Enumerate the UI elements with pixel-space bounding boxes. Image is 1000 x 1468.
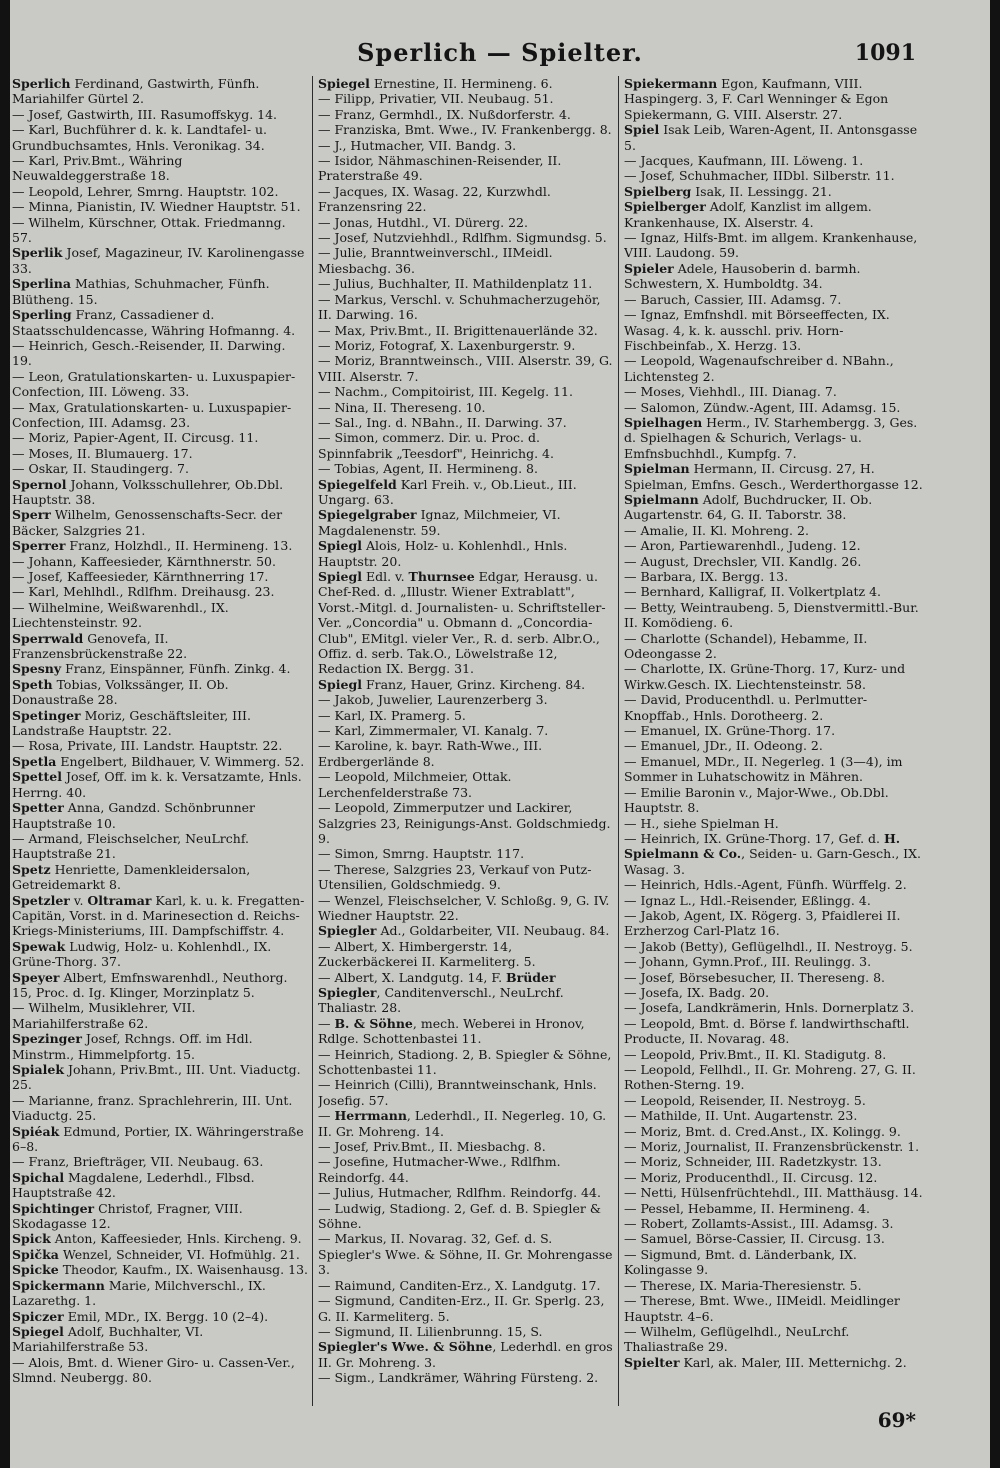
directory-entry: Speth Tobias, Volkssänger, II. Ob. Donaustraße 28.	[12, 676, 229, 708]
directory-entry: — August, Drechsler, VII. Kandlg. 26.	[624, 553, 862, 569]
directory-entry: — Sigm., Landkrämer, Währing Fürsteng. 2.	[318, 1370, 599, 1386]
directory-entry: — Amalie, II. Kl. Mohreng. 2.	[624, 522, 809, 538]
directory-entry: — Ignaz, Hilfs-Bmt. im allgem. Krankenhause, VIII. Laudong. 59.	[624, 230, 918, 261]
directory-entry: Sperlina Mathias, Schuhmacher, Fünfh. Blütheng. 15.	[12, 276, 270, 307]
directory-entry: — Charlotte, IX. Grüne-Thorg. 17, Kurz- und Wirkw.Gesch. IX. Liechtensteinstr. 58.	[624, 661, 906, 692]
directory-entry: — Albert, X. Landgutg. 14, F. Brüder Spiegler, Canditenverschl., NeuLrchf. Thaliastr. 28.	[318, 969, 564, 1016]
directory-entry: — Josef, Gastwirth, III. Rasumoffskyg. 14.	[12, 106, 278, 122]
directory-entry: — Josefa, Landkrämerin, Hnls. Dornerplatz 3.	[624, 1000, 915, 1016]
directory-entry: Spetla Engelbert, Bildhauer, V. Wimmerg. 52.	[12, 753, 305, 769]
directory-entry: — Heinrich, Gesch.-Reisender, II. Darwing. 19.	[12, 337, 286, 369]
directory-entry: Spernol Johann, Volksschullehrer, Ob.Dbl. Hauptstr. 38.	[12, 476, 284, 507]
directory-entry: Sperr Wilhelm, Genossenschafts-Secr. der Bäcker, Salzgries 21.	[12, 507, 283, 538]
directory-entry: — Karl, IX. Pramerg. 5.	[318, 707, 466, 723]
directory-entry: — Salomon, Zündw.-Agent, III. Adamsg. 15.	[624, 399, 901, 415]
signature-mark: 69*	[877, 1408, 916, 1432]
directory-entry: — Pessel, Hebamme, II. Hermineng. 4.	[624, 1200, 871, 1216]
directory-entry: — Robert, Zollamts-Assist., III. Adamsg. 3.	[624, 1216, 894, 1232]
directory-entry: — Josef, Nutzviehhdl., Rdlfhm. Sigmundsg. 5.	[318, 230, 607, 246]
directory-entry: — Tobias, Agent, II. Hermineng. 8.	[318, 461, 538, 477]
directory-entry: — Max, Priv.Bmt., II. Brigittenauerlände 32.	[318, 322, 598, 338]
directory-entry: — Simon, Smrng. Hauptstr. 117.	[318, 846, 525, 862]
directory-entry: — Wenzel, Fleischselcher, V. Schloßg. 9, G. IV. Wiedner Hauptstr. 22.	[318, 892, 610, 923]
directory-entry: — Emilie Baronin v., Major-Wwe., Ob.Dbl. Hauptstr. 8.	[624, 784, 889, 816]
directory-entry: Spetter Anna, Gandzd. Schönbrunner Hauptstraße 10.	[12, 800, 256, 831]
directory-entry: — Rosa, Private, III. Landstr. Hauptstr. 22.	[12, 738, 283, 754]
directory-entry: Spiczer Emil, MDr., IX. Bergg. 10 (2–4).	[12, 1308, 269, 1324]
column-left	[12, 76, 308, 1406]
directory-entry: — Karoline, k. bayr. Rath-Wwe., III. Erdbergerlände 8.	[318, 738, 543, 769]
directory-entry: — Therese, Salzgries 23, Verkauf von Putz-Utensilien, Goldschmiedg. 9.	[318, 861, 592, 893]
running-head: Sperlich — Spielter.	[357, 38, 643, 67]
directory-entry: — Max, Gratulationskarten- u. Luxuspapier-Confection, III. Adamsg. 23.	[12, 399, 292, 430]
directory-entry: — Franziska, Bmt. Wwe., IV. Frankenbergg. 8.	[318, 122, 612, 138]
directory-entry: — Josef, Schuhmacher, IIDbl. Silberstr. 11.	[624, 168, 895, 184]
directory-entry: — Jakob, Agent, IX. Rögerg. 3, Pfaidlerei II. Erzherzog Carl-Platz 16.	[624, 907, 901, 939]
directory-entry: Spiegelfeld Karl Freih. v., Ob.Lieut., III. Ungarg. 63.	[318, 476, 577, 507]
directory-entry: — Armand, Fleischselcher, NeuLrchf. Hauptstraße 21.	[12, 830, 249, 862]
directory-entry: — B. & Söhne, mech. Weberei in Hronov, Rdlge. Schottenbastei 11.	[318, 1015, 585, 1047]
directory-entry: — Emanuel, MDr., II. Negerleg. 1 (3—4), im Sommer in Luhatschowitz in Mähren.	[624, 753, 903, 785]
directory-entry: — Moriz, Producenthdl., II. Circusg. 12.	[624, 1169, 878, 1185]
directory-entry: — Julius, Hutmacher, Rdlfhm. Reindorfg. 44.	[318, 1185, 601, 1201]
directory-entry: — Aron, Partiewarenhdl., Judeng. 12.	[624, 538, 861, 554]
directory-entry: — Samuel, Börse-Cassier, II. Circusg. 13.	[624, 1231, 885, 1247]
directory-entry: Spielberg Isak, II. Lessingg. 21.	[624, 183, 832, 199]
directory-entry: — Johann, Gymn.Prof., III. Reulingg. 3.	[624, 954, 872, 970]
directory-entry: — Sal., Ing. d. NBahn., II. Darwing. 37.	[318, 414, 567, 430]
directory-entry: — Sigmund, Bmt. d. Länderbank, IX. Kolingasse 9.	[624, 1246, 857, 1278]
directory-entry: — Heinrich, Hdls.-Agent, Fünfh. Würffelg. 2.	[624, 877, 907, 893]
directory-entry: — Josef, Börsebesucher, II. Thereseng. 8.	[624, 969, 886, 985]
directory-entry: — Markus, II. Novarag. 32, Gef. d. S. Spiegler's Wwe. & Söhne, II. Gr. Mohrengasse 3.	[318, 1231, 613, 1278]
directory-entry: — Heinrich, IX. Grüne-Thorg. 17, Gef. d. H. Spielmann & Co., Seiden- u. Garn-Gesch., IX. Wasag. 3.	[624, 830, 921, 877]
directory-entry: — Barbara, IX. Bergg. 13.	[624, 569, 789, 584]
directory-entry: Sperlich Ferdinand, Gastwirth, Fünfh. Mariahilfer Gürtel 2.	[12, 76, 260, 107]
directory-entry: — Nachm., Compitoirist, III. Kegelg. 11.	[318, 384, 573, 400]
page-number: 1091	[854, 40, 916, 66]
directory-entry: Spieler Adele, Hausoberin d. barmh. Schwestern, X. Humboldtg. 34.	[624, 260, 861, 292]
directory-entry: — David, Producenthdl. u. Perlmutter-Knopffab., Hnls. Dorotheerg. 2.	[624, 692, 868, 723]
directory-entry: — Marianne, franz. Sprachlehrerin, III. Unt. Viaductg. 25.	[12, 1092, 293, 1124]
directory-entry: Sperlik Josef, Magazineur, IV. Karolinengasse 33.	[12, 245, 305, 276]
directory-entry: Spielberger Adolf, Kanzlist im allgem. Krankenhause, IX. Alserstr. 4.	[624, 199, 872, 230]
directory-entry: — Franz, Briefträger, VII. Neubaug. 63.	[12, 1154, 264, 1170]
directory-entry: Spichtinger Christof, Fragner, VIII. Skodagasse 12.	[12, 1200, 243, 1232]
directory-entry: Spielter Karl, ak. Maler, III. Metternichg. 2.	[624, 1354, 907, 1370]
directory-entry: — Leopold, Lehrer, Smrng. Hauptstr. 102.	[12, 183, 279, 199]
directory-entry: — Wilhelm, Kürschner, Ottak. Friedmanng. 57.	[12, 214, 286, 246]
directory-entry: — Markus, Verschl. v. Schuhmacherzugehör, II. Darwing. 16.	[318, 291, 601, 323]
directory-entry: — Leopold, Milchmeier, Ottak. Lerchenfelderstraße 73.	[318, 769, 512, 800]
directory-entry: Spiegel Ernestine, II. Hermineng. 6.	[318, 76, 553, 91]
directory-entry: — Wilhelmine, Weißwarenhdl., IX. Liechtensteinstr. 92.	[12, 599, 229, 631]
directory-entry: — Josefine, Hutmacher-Wwe., Rdlfhm. Reindorfg. 44.	[318, 1154, 561, 1185]
directory-entry: — Karl, Buchführer d. k. k. Landtafel- u. Grundbuchsamtes, Hnls. Veronikag. 34.	[12, 122, 268, 153]
directory-entry: — Mathilde, II. Unt. Augartenstr. 23.	[624, 1108, 858, 1124]
directory-entry: — Betty, Weintraubeng. 5, Dienstvermittl.-Bur. II. Komödieng. 6.	[624, 599, 919, 631]
directory-entry: Spetinger Moriz, Geschäftsleiter, III. Landstraße Hauptstr. 22.	[12, 707, 251, 739]
directory-entry: — Jacques, Kaufmann, III. Löweng. 1.	[624, 153, 864, 169]
directory-entry: Sperrwald Genovefa, II. Franzensbrückenstraße 22.	[12, 630, 188, 662]
directory-entry: — Jacques, IX. Wasag. 22, Kurzwhdl. Franzensring 22.	[318, 183, 551, 215]
directory-entry: — Sigmund, II. Lilienbrunng. 15, S. Spiegler's Wwe. & Söhne, Lederhdl. en gros II. Gr. Mohreng. 3.	[318, 1323, 613, 1370]
directory-entry: Sperrer Franz, Holzhdl., II. Hermineng. 13.	[12, 538, 293, 554]
directory-entry: Spick Anton, Kaffeesieder, Hnls. Kircheng. 9.	[12, 1231, 302, 1247]
directory-entry: Spiegl Edl. v. Thurnsee Edgar, Herausg. u. Chef-Red. d. „Illustr. Wiener Extrablatt", Vorst.-Mitgl. d. Journalisten- u. Schriftsteller-Ver. „Concordia" u. Obmann d. „Concordia-Club", EMitgl. vieler Ver., R. d. serb. Albr.O., Offiz. d. serb. Tak.O., Löwelstraße 12, Redaction IX. Bergg. 31.	[318, 569, 606, 677]
directory-entry: — Moses, II. Blumauerg. 17.	[12, 445, 193, 461]
directory-entry: — Julie, Branntweinverschl., IIMeidl. Miesbachg. 36.	[318, 245, 553, 276]
directory-entry: — Leopold, Zimmerputzer und Lackirer, Salzgries 23, Reinigungs-Anst. Goldschmiedg. 9.	[318, 800, 611, 846]
directory-entry: Spialek Johann, Priv.Bmt., III. Unt. Viaductg. 25.	[12, 1062, 301, 1093]
directory-entry: — Simon, commerz. Dir. u. Proc. d. Spinnfabrik „Teesdorf", Heinrichg. 4.	[318, 430, 554, 461]
directory-entry: Spiegel Adolf, Buchhalter, VI. Mariahilferstraße 53.	[12, 1323, 204, 1355]
directory-entry: — Ignaz L., Hdl.-Reisender, Eßlingg. 4.	[624, 892, 871, 908]
directory-entry: — Isidor, Nähmaschinen-Reisender, II. Praterstraße 49.	[318, 153, 562, 184]
directory-entry: — Heinrich (Cilli), Branntweinschank, Hnls. Josefig. 57.	[318, 1077, 597, 1108]
directory-entry: Spickermann Marie, Milchverschl., IX. Lazarethg. 1.	[12, 1277, 266, 1309]
directory-entry: Spetz Henriette, Damenkleidersalon, Getreidemarkt 8.	[12, 861, 251, 893]
directory-entry: — Nina, II. Thereseng. 10.	[318, 399, 486, 415]
directory-entry: — Minna, Pianistin, IV. Wiedner Hauptstr. 51.	[12, 199, 301, 215]
directory-entry: — Albert, X. Himbergerstr. 14, Zuckerbäckerei II. Karmeliterg. 5.	[318, 938, 536, 970]
directory-entry: — Josefa, IX. Badg. 20.	[624, 984, 770, 1000]
directory-entry: — Raimund, Canditen-Erz., X. Landgutg. 17.	[318, 1277, 601, 1293]
directory-entry: Spesny Franz, Einspänner, Fünfh. Zinkg. 4.	[12, 661, 291, 677]
directory-entry: — Sigmund, Canditen-Erz., II. Gr. Sperlg. 23, G. II. Karmeliterg. 5.	[318, 1293, 605, 1324]
directory-entry: — Emanuel, IX. Grüne-Thorg. 17.	[624, 723, 836, 739]
directory-entry: — Baruch, Cassier, III. Adamsg. 7.	[624, 291, 842, 307]
page-header	[0, 38, 1000, 70]
directory-entry: Spezinger Josef, Rchngs. Off. im Hdl. Minstrm., Himmelpfortg. 15.	[12, 1031, 253, 1062]
directory-entry: — Karl, Mehlhdl., Rdlfhm. Dreihausg. 23.	[12, 584, 275, 600]
directory-entry: Spetzler v. Oltramar Karl, k. u. k. Fregatten-Capitän, Vorst. in d. Marinesection d. Reichs-Kriegs-Ministeriums, III. Dampfschiffstr. 4.	[12, 892, 305, 939]
directory-entry: — Emanuel, JDr., II. Odeong. 2.	[624, 738, 823, 754]
directory-entry: — Moses, Viehhdl., III. Dianag. 7.	[624, 384, 837, 400]
directory-entry: Sperling Franz, Cassadiener d. Staatsschuldencasse, Währing Hofmanng. 4.	[12, 307, 296, 338]
directory-entry: Speyer Albert, Emfnswarenhdl., Neuthorg. 15, Proc. d. Ig. Klinger, Morzinplatz 5.	[12, 969, 288, 1000]
directory-entry: — Therese, Bmt. Wwe., IIMeidl. Meidlinger Hauptstr. 4–6.	[624, 1293, 900, 1324]
directory-entry: — Leopold, Fellhdl., II. Gr. Mohreng. 27, G. II. Rothen-Sterng. 19.	[624, 1062, 916, 1093]
directory-entry: — Moriz, Journalist, II. Franzensbrückenstr. 1.	[624, 1139, 920, 1155]
column-middle	[318, 76, 614, 1406]
directory-entry: — Karl, Zimmermaler, VI. Kanalg. 7.	[318, 723, 549, 739]
directory-entry: Spiekermann Egon, Kaufmann, VIII. Haspingerg. 3, F. Carl Wenninger & Egon Spiekermann, G. VIII. Alserstr. 27.	[624, 76, 889, 122]
column-rule-1	[312, 76, 313, 1406]
directory-entry: Spettel Josef, Off. im k. k. Versatzamte, Hnls. Herrng. 40.	[12, 769, 302, 800]
directory-entry: Spielmann Adolf, Buchdrucker, II. Ob. Augartenstr. 64, G. II. Taborstr. 38.	[624, 491, 873, 523]
directory-entry: — Moriz, Papier-Agent, II. Circusg. 11.	[12, 430, 259, 446]
directory-entry: Spiéak Edmund, Portier, IX. Währingerstraße 6–8.	[12, 1123, 304, 1155]
directory-entry: — Franz, Germhdl., IX. Nußdorferstr. 4.	[318, 106, 571, 122]
directory-entry: — Jakob (Betty), Geflügelhdl., II. Nestroyg. 5.	[624, 938, 913, 954]
directory-entry: — Wilhelm, Musiklehrer, VII. Mariahilferstraße 62.	[12, 1000, 196, 1031]
directory-entry: — Ignaz, Emfnshdl. mit Börseeffecten, IX. Wasag. 4, k. k. ausschl. priv. Horn-Fischbeinfab., X. Herzg. 13.	[624, 307, 890, 353]
directory-entry: — Therese, IX. Maria-Theresienstr. 5.	[624, 1277, 862, 1293]
directory-entry: — Moriz, Bmt. d. Cred.Anst., IX. Kolingg. 9.	[624, 1123, 901, 1139]
directory-entry: Spielhagen Herm., IV. Starhembergg. 3, Ges. d. Spielhagen & Schurich, Verlags- u. Emfnsbuchhdl., Kumpfg. 7.	[624, 414, 918, 461]
directory-entry: — Johann, Kaffeesieder, Kärnthnerstr. 50.	[12, 553, 276, 569]
directory-entry: — Charlotte (Schandel), Hebamme, II. Odeongasse 2.	[624, 630, 868, 662]
directory-entry: — Wilhelm, Geflügelhdl., NeuLrchf. Thaliastraße 29.	[624, 1323, 850, 1355]
directory-entry: — Leopold, Wagenaufschreiber d. NBahn., Lichtensteg 2.	[624, 353, 894, 384]
directory-entry: — Filipp, Privatier, VII. Neubaug. 51.	[318, 91, 554, 107]
directory-entry: — Leopold, Bmt. d. Börse f. landwirthschaftl. Producte, II. Novarag. 48.	[624, 1015, 910, 1047]
directory-entry: Spichal Magdalene, Lederhdl., Flbsd. Hauptstraße 42.	[12, 1169, 255, 1201]
directory-entry: — Leopold, Priv.Bmt., II. Kl. Stadigutg. 8.	[624, 1046, 887, 1062]
directory-entry: — H., siehe Spielman H.	[624, 815, 779, 831]
directory-entry: Spička Wenzel, Schneider, VI. Hofmühlg. 21.	[12, 1246, 300, 1262]
directory-entry: — Moriz, Fotograf, X. Laxenburgerstr. 9.	[318, 337, 576, 353]
directory-entry: — J., Hutmacher, VII. Bandg. 3.	[318, 137, 517, 153]
directory-entry: — Jonas, Hutdhl., VI. Dürerg. 22.	[318, 214, 528, 230]
directory-entry: — Alois, Bmt. d. Wiener Giro- u. Cassen-Ver., Slmnd. Neubergg. 80.	[12, 1354, 295, 1386]
directory-entry: — Oskar, II. Staudingerg. 7.	[12, 461, 189, 477]
directory-entry: — Bernhard, Kalligraf, II. Volkertplatz 4.	[624, 584, 882, 600]
column-rule-2	[618, 76, 619, 1406]
directory-entry: — Josef, Kaffeesieder, Kärnthnerring 17.	[12, 569, 269, 584]
directory-entry: Spiegl Alois, Holz- u. Kohlenhdl., Hnls. Hauptstr. 20.	[318, 538, 568, 569]
directory-entry: — Herrmann, Lederhdl., II. Negerleg. 10, G. II. Gr. Mohreng. 14.	[318, 1108, 607, 1139]
directory-entry: — Karl, Priv.Bmt., Währing Neuwaldeggerstraße 18.	[12, 153, 183, 184]
directory-entry: — Julius, Buchhalter, II. Mathildenplatz 11.	[318, 276, 593, 292]
directory-entry: Spicke Theodor, Kaufm., IX. Waisenhausg. 13.	[12, 1262, 308, 1278]
directory-entry: Spewak Ludwig, Holz- u. Kohlenhdl., IX. Grüne-Thorg. 37.	[12, 938, 272, 970]
directory-entry: — Heinrich, Stadiong. 2, B. Spiegler & Söhne, Schottenbastei 11.	[318, 1046, 612, 1077]
directory-entry: — Josef, Priv.Bmt., II. Miesbachg. 8.	[318, 1139, 546, 1155]
directory-entry: — Ludwig, Stadiong. 2, Gef. d. B. Spiegler & Söhne.	[318, 1200, 601, 1232]
directory-entry: Spiel Isak Leib, Waren-Agent, II. Antonsgasse 5.	[624, 122, 918, 153]
directory-entry: — Moriz, Branntweinsch., VIII. Alserstr. 39, G. VIII. Alserstr. 7.	[318, 353, 613, 384]
directory-entry: — Moriz, Schneider, III. Radetzkystr. 13.	[624, 1154, 882, 1170]
directory-entry: Spiegl Franz, Hauer, Grinz. Kircheng. 84.	[318, 676, 586, 692]
column-right	[624, 76, 924, 1406]
directory-entry: — Leon, Gratulationskarten- u. Luxuspapier-Confection, III. Löweng. 33.	[12, 368, 296, 400]
directory-entry: Spiegler Ad., Goldarbeiter, VII. Neubaug. 84.	[318, 923, 610, 939]
directory-entry: Spiegelgraber Ignaz, Milchmeier, VI. Magdalenenstr. 59.	[318, 507, 561, 538]
directory-entry: — Leopold, Reisender, II. Nestroyg. 5.	[624, 1092, 866, 1108]
directory-entry: — Jakob, Juwelier, Laurenzerberg 3.	[318, 692, 548, 708]
directory-entry: — Netti, Hülsenfrüchtehdl., III. Matthäusg. 14.	[624, 1185, 923, 1201]
directory-entry: Spielman Hermann, II. Circusg. 27, H. Spielman, Emfns. Gesch., Werderthorgasse 12.	[624, 461, 923, 492]
